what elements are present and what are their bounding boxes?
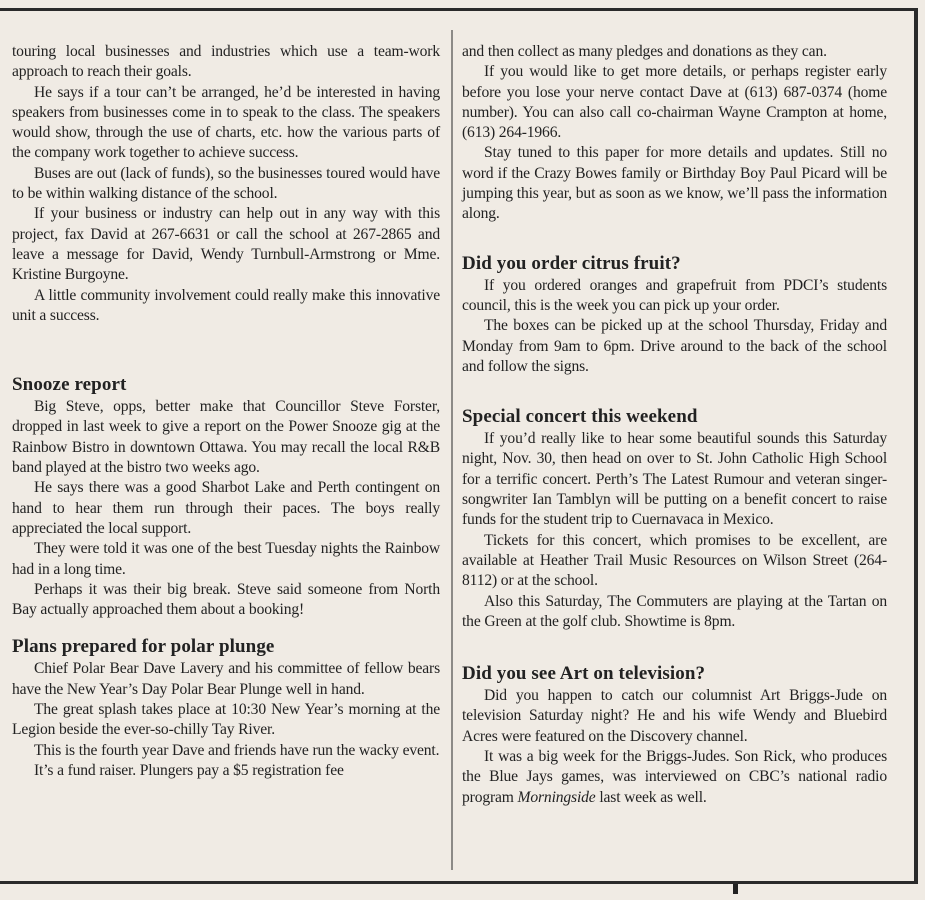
left-column: [12, 42, 440, 781]
article-paragraph: This is the fourth year Dave and friends have run the wacky event.: [34, 741, 440, 759]
article-paragraph: If you ordered oranges and grapefruit from PDCI’s students council, this is the week you can pick up your order.: [462, 276, 887, 314]
article-paragraph: A little community involvement could really make this innovative unit a success.: [12, 286, 440, 324]
article-paragraph: He says there was a good Sharbot Lake and Perth contingent on hand to hear them run through their paces. The boys really appreciated the local support.: [12, 479, 440, 537]
column-divider: [451, 30, 453, 870]
article-paragraph: Perhaps it was their big break. Steve said someone from North Bay actually approached them about a booking!: [12, 580, 440, 619]
article-paragraph: The great splash takes place at 10:30 New Year’s morning at the Legion beside the ever-so-chilly Tay River.: [12, 701, 440, 739]
article-paragraph: He says if a tour can’t be arranged, he’d be interested in having speakers from businesses come in to speak to the class. The speakers would show, through the use of charts, etc. how the various parts of the company work together to achieve success.: [12, 83, 440, 162]
article-paragraph: [462, 747, 887, 808]
article-paragraph: It’s a fund raiser. Plungers pay a $5 registration fee: [34, 761, 344, 779]
headline-citrus-fruit: Did you order citrus fruit?: [462, 252, 681, 274]
headline-art-on-television: Did you see Art on television?: [462, 663, 706, 685]
right-column: [462, 42, 887, 808]
program-title: Morningside: [517, 788, 596, 806]
article-paragraph: If you would like to get more details, or perhaps register early before you lose your nerve contact Dave at (613) 687-0374 (home number). You can also call co-chairman Wayne Crampton at home, (613) 264-1966.: [462, 63, 887, 142]
headline-polar-plunge: Plans prepared for polar plunge: [12, 636, 275, 658]
article-paragraph: and then collect as many pledges and donations as they can.: [462, 43, 827, 60]
article-paragraph: Buses are out (lack of funds), so the businesses toured would have to be within walking distance of the school.: [12, 164, 440, 203]
text-run: It was a big week for the Briggs-Judes. Son Rick, who produces the Blue Jays games, was interviewed on CBC’s national radio program: [462, 748, 887, 806]
article-paragraph: If your business or industry can help out in any way with this project, fax David at 267-6631 or call the school at 267-2865 and leave a message for David, Wendy Turnbull-Armstrong or Mme. Kristine Burgoyne.: [12, 205, 440, 284]
article-paragraph: Also this Saturday, The Commuters are playing at the Tartan on the Green at the golf club. Showtime is 8pm.: [462, 592, 887, 630]
article-paragraph: Big Steve, opps, better make that Councillor Steve Forster, dropped in last week to give a report on the Power Snooze gig at the Rainbow Bistro in downtown Ottawa. You may recall the local R&B band played at the bistro two weeks ago.: [12, 398, 440, 477]
headline-special-concert: Special concert this weekend: [462, 406, 698, 428]
article-paragraph: If you’d really like to hear some beautiful sounds this Saturday night, Nov. 30, then head on over to St. John Catholic High School for a terrific concert. Perth’s The Latest Rumour and veteran singer-songwriter Ian Tamblyn will be putting on a benefit concert to raise funds for the student trip to Cuernavaca in Mexico.: [462, 430, 887, 529]
headline-snooze-report: Snooze report: [12, 374, 127, 396]
article-paragraph: Tickets for this concert, which promises to be excellent, are available at Heather Trail Music Resources on Wilson Street (264-8112) or at the school.: [462, 531, 887, 590]
text-run: last week as well.: [595, 788, 707, 806]
article-paragraph: They were told it was one of the best Tuesday nights the Rainbow had in a long time.: [12, 540, 440, 578]
article-paragraph: Chief Polar Bear Dave Lavery and his committee of fellow bears have the New Year’s Day Polar Bear Plunge well in hand.: [12, 660, 440, 698]
article-paragraph: The boxes can be picked up at the school Thursday, Friday and Monday from 9am to 6pm. Drive around to the back of the school and follow the signs.: [462, 317, 887, 375]
article-paragraph: touring local businesses and industries which use a team-work approach to reach their goals.: [12, 43, 440, 81]
page-edge-mark: [733, 884, 738, 894]
article-paragraph: Did you happen to catch our columnist Art Briggs-Jude on television Saturday night? He and his wife Wendy and Bluebird Acres were featured on the Discovery channel.: [462, 687, 887, 745]
article-paragraph: Stay tuned to this paper for more details and updates. Still no word if the Crazy Bowes family or Birthday Boy Paul Picard will be jumping this year, but as soon as we know, we’ll pass the information along.: [462, 144, 887, 223]
